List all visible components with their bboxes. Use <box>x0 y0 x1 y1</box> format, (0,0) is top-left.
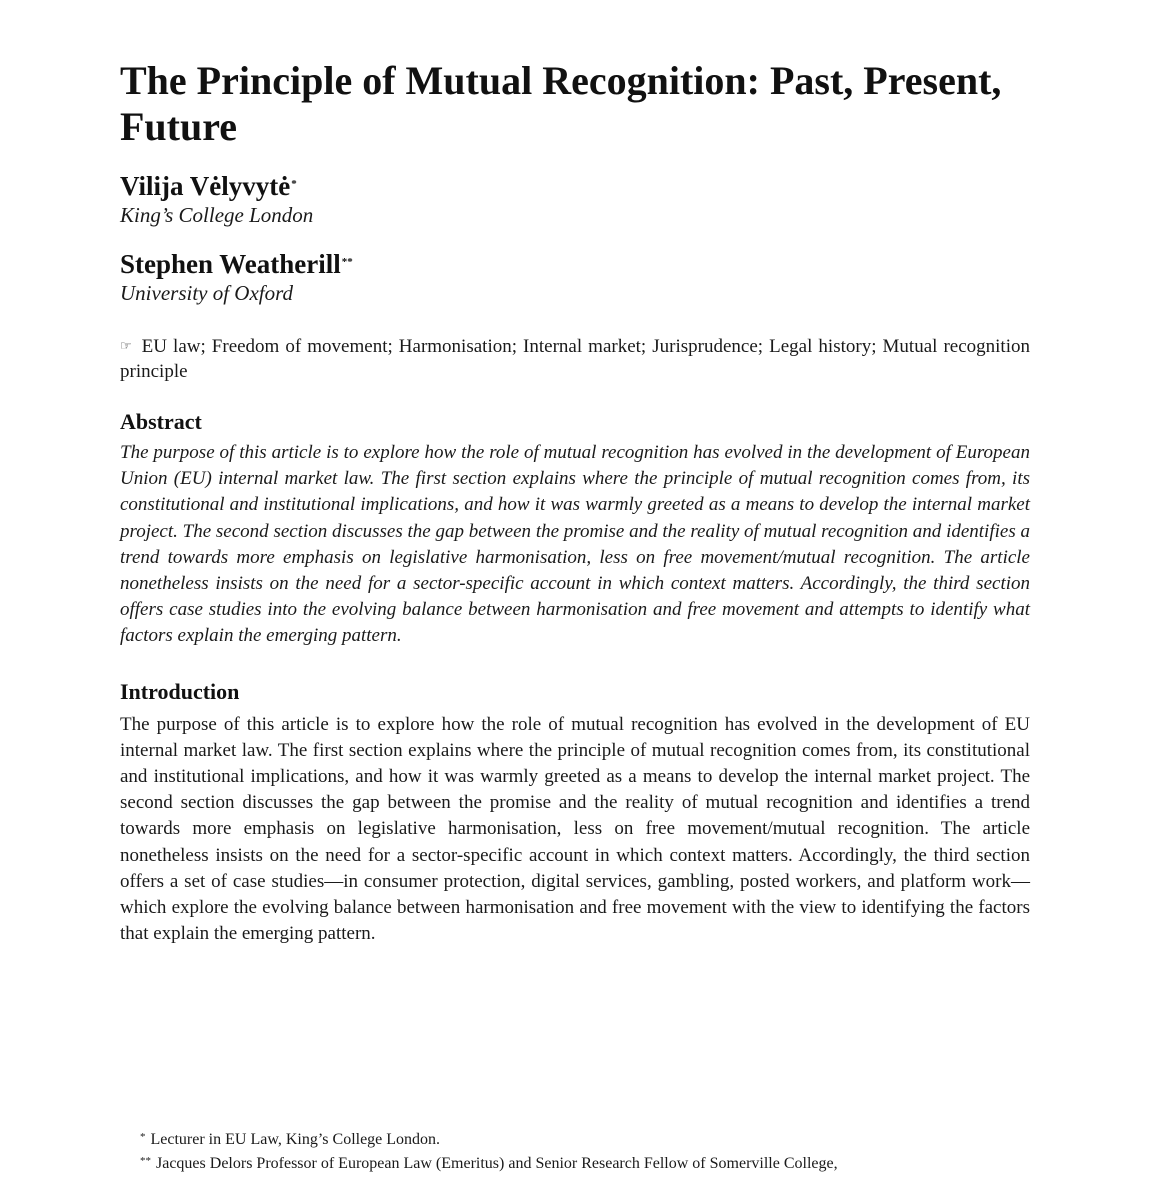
author-name <box>120 248 1030 280</box>
author-1 <box>120 170 1030 228</box>
footnote-text: Jacques Delors Professor of European Law (Emeritus) and Senior Research Fellow of Somerville College, <box>156 1155 838 1172</box>
keyword-icon: ☞ <box>120 338 132 353</box>
footnote-marker[interactable]: ** <box>341 256 353 268</box>
author-name-text: Stephen Weatherill <box>120 249 341 279</box>
footnote <box>140 1152 1020 1176</box>
keywords <box>120 334 1030 384</box>
abstract-text: The purpose of this article is to explore how the role of mutual recognition has evolved in the development of European Union (EU) internal market law. The first section explains where the principle of mutual recognition comes from, its constitutional and institutional implications, and how it was warmly greeted as a means to develop the internal market project. The second section discusses the gap between the promise and the reality of mutual recognition and identifies a trend towards more emphasis on legislative harmonisation, less on free movement/mutual recognition. The article nonetheless insists on the need for a sector-specific account in which context matters. Accordingly, the third section offers case studies into the evolving balance between harmonisation and free movement and attempts to identify what factors explain the emerging pattern. <box>120 442 1030 647</box>
author-2 <box>120 248 1030 306</box>
footnote-marker[interactable]: * <box>291 178 297 190</box>
footnotes <box>140 1128 1020 1176</box>
author-affiliation: University of Oxford <box>120 281 294 305</box>
keywords-text: EU law; Freedom of movement; Harmonisation; Internal market; Jurisprudence; Legal history; Mutual recognition principle <box>120 336 1030 382</box>
footnote-text: Lecturer in EU Law, King’s College London. <box>150 1131 441 1148</box>
introduction-text: The purpose of this article is to explore how the role of mutual recognition has evolved in the development of EU internal market law. The first section explains where the principle of mutual recognition comes from, its constitutional and institutional implications, and how it was warmly greeted as a means to develop the internal market project. The second section discusses the gap between the promise and the reality of mutual recognition and identifies a trend towards more emphasis on legislative harmonisation, less on free movement/mutual recognition. The article nonetheless insists on the need for a sector-specific account in which context matters. Accordingly, the third section offers a set of case studies—in consumer protection, digital services, gambling, posted workers, and platform work—which explore the evolving balance between harmonisation and free movement with the view to identifying the factors that explain the emerging pattern. <box>120 713 1030 945</box>
article-title: The Principle of Mutual Recognition: Past, Present, Future <box>120 58 1002 149</box>
abstract-heading: Abstract <box>120 409 202 434</box>
article-page <box>120 58 1030 947</box>
introduction-heading: Introduction <box>120 678 240 704</box>
footnote <box>140 1128 1020 1152</box>
footnote-mark: ** <box>140 1155 151 1167</box>
footnote-mark: * <box>140 1131 146 1143</box>
author-name <box>120 170 1030 202</box>
author-affiliation: King’s College London <box>120 203 314 227</box>
author-name-text: Vilija Vėlyvytė <box>120 171 291 201</box>
